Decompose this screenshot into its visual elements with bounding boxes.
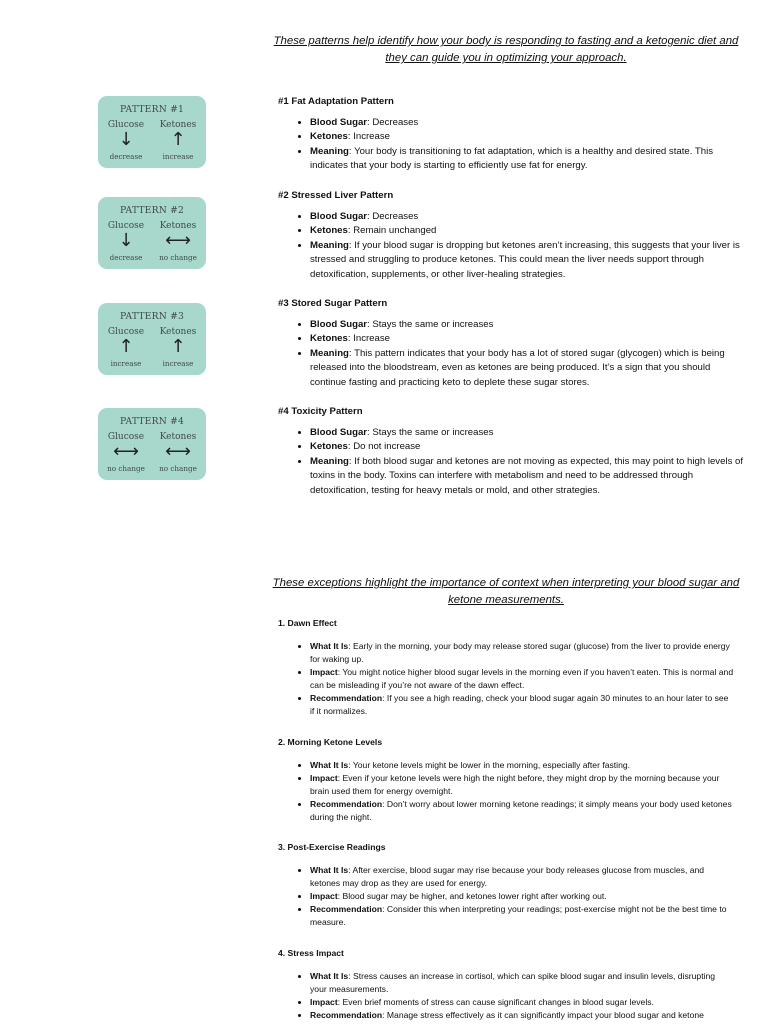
pattern-badge-4: [98, 408, 206, 480]
exception-section-4: [278, 947, 734, 1022]
up-arrow-icon: ↑: [170, 336, 186, 357]
ketones-label: Ketones: [159, 120, 197, 130]
pattern-heading: #2 Stressed Liver Pattern: [278, 190, 394, 201]
exception-heading: 1. Dawn Effect: [278, 618, 337, 628]
list-item: • Blood Sugar: Decreases: [310, 116, 748, 131]
pattern-section-3: [278, 297, 748, 391]
up-arrow-icon: ↑: [170, 129, 186, 150]
list-item: • Recommendation: Manage stress effectively as it can significantly impact your blood sugar and ketone: [310, 1009, 734, 1022]
pattern-section-1: [278, 95, 748, 174]
list-item: • Ketones: Remain unchanged: [310, 224, 748, 239]
glucose-label: Glucose: [107, 221, 145, 231]
list-item: • What It Is: Your ketone levels might be lower in the morning, especially after fasting.: [310, 759, 734, 772]
exception-heading: 3. Post-Exercise Readings: [278, 842, 386, 852]
pattern-heading: #4 Toxicity Pattern: [278, 406, 363, 417]
list-item: • What It Is: Early in the morning, your body may release stored sugar (glucose) from the liver to provide energy for waking up.: [310, 640, 734, 666]
list-item: • Ketones: Do not increase: [310, 440, 748, 455]
ketones-caption: increase: [162, 359, 194, 368]
ketones-caption: no change: [159, 464, 197, 473]
list-item: • Meaning: If your blood sugar is dropping but ketones aren’t increasing, this suggests that your liver is stressed and struggling to produce ketones. This could mean the liver needs support through detoxification, supplements, or other liver-healing strategies.: [310, 239, 748, 283]
glucose-label: Glucose: [107, 432, 145, 442]
list-item: • Impact: Even if your ketone levels were high the night before, they might drop by the morning because your brain used them for energy overnight.: [310, 772, 734, 798]
pattern-heading: #1 Fat Adaptation Pattern: [278, 96, 394, 107]
badge-title: PATTERN #3: [119, 311, 185, 322]
exception-heading: 2. Morning Ketone Levels: [278, 737, 383, 747]
ketones-label: Ketones: [159, 221, 197, 231]
exception-heading: 4. Stress Impact: [278, 948, 344, 958]
list-item: • Impact: You might notice higher blood sugar levels in the morning even if you haven’t eaten. This is normal and can be misleading if you’re not aware of the dawn effect.: [310, 666, 734, 692]
pattern-badge-1: [98, 96, 206, 168]
patterns-intro: These patterns help identify how your body is responding to fasting and a ketogenic diet and they can guide you in optimizing your approach.: [273, 35, 739, 64]
glucose-caption: increase: [110, 359, 142, 368]
pattern-badge-2: [98, 197, 206, 269]
badge-title: PATTERN #4: [119, 416, 185, 427]
exception-section-1: [278, 617, 734, 718]
list-item: • Impact: Even brief moments of stress can cause significant changes in blood sugar levels.: [310, 996, 734, 1009]
glucose-label: Glucose: [107, 120, 145, 130]
exception-section-3: [278, 841, 734, 929]
exceptions-intro: These exceptions highlight the importance of context when interpreting your blood sugar and ketone measurements.: [272, 577, 740, 606]
left-right-arrow-icon: ⟷: [165, 230, 191, 251]
down-arrow-icon: ↓: [118, 230, 134, 251]
pattern-heading: #3 Stored Sugar Pattern: [278, 298, 388, 309]
list-item: • Ketones: Increase: [310, 130, 748, 145]
glucose-label: Glucose: [107, 327, 145, 337]
ketones-label: Ketones: [159, 432, 197, 442]
list-item: • Blood Sugar: Stays the same or increases: [310, 426, 748, 441]
list-item: • Recommendation: Consider this when interpreting your readings; post-exercise might not be the best time to measure.: [310, 903, 734, 929]
badge-title: PATTERN #1: [119, 104, 185, 115]
left-right-arrow-icon: ⟷: [113, 441, 139, 462]
ketones-caption: no change: [159, 253, 197, 262]
list-item: • Ketones: Increase: [310, 332, 748, 347]
glucose-caption: no change: [107, 464, 145, 473]
list-item: • Recommendation: If you see a high reading, check your blood sugar again 30 minutes to an hour later to see if it normalizes.: [310, 692, 734, 718]
glucose-caption: decrease: [109, 152, 143, 161]
ketones-label: Ketones: [159, 327, 197, 337]
list-item: • Blood Sugar: Stays the same or increases: [310, 318, 748, 333]
list-item: • What It Is: After exercise, blood sugar may rise because your body releases glucose from muscles, and ketones may drop as they are used for energy.: [310, 864, 734, 890]
pattern-badge-3: [98, 303, 206, 375]
down-arrow-icon: ↓: [118, 129, 134, 150]
left-right-arrow-icon: ⟷: [165, 441, 191, 462]
glucose-caption: decrease: [109, 253, 143, 262]
list-item: • Meaning: If both blood sugar and ketones are not moving as expected, this may point to high levels of toxins in the body. Toxins can interfere with metabolism and need to be addressed through detoxification, testing for heavy metals or mold, and other strategies.: [310, 455, 748, 499]
exception-section-2: [278, 736, 734, 824]
up-arrow-icon: ↑: [118, 336, 134, 357]
ketones-caption: increase: [162, 152, 194, 161]
list-item: • Impact: Blood sugar may be higher, and ketones lower right after working out.: [310, 890, 734, 903]
pattern-section-2: [278, 189, 748, 283]
list-item: • Recommendation: Don’t worry about lower morning ketone readings; it simply means your body used ketones during the night.: [310, 798, 734, 824]
list-item: • What It Is: Stress causes an increase in cortisol, which can spike blood sugar and insulin levels, disrupting your measurements.: [310, 970, 734, 996]
list-item: • Meaning: Your body is transitioning to fat adaptation, which is a healthy and desired state. This indicates that your body is starting to efficiently use fat for energy.: [310, 145, 748, 174]
pattern-section-4: [278, 405, 748, 499]
badge-title: PATTERN #2: [119, 205, 185, 216]
list-item: • Blood Sugar: Decreases: [310, 210, 748, 225]
list-item: • Meaning: This pattern indicates that your body has a lot of stored sugar (glycogen) which is being released into the bloodstream, even as ketones are being produced. It’s a sign that you should continue fasting and practicing keto to deplete these sugar stores.: [310, 347, 748, 391]
